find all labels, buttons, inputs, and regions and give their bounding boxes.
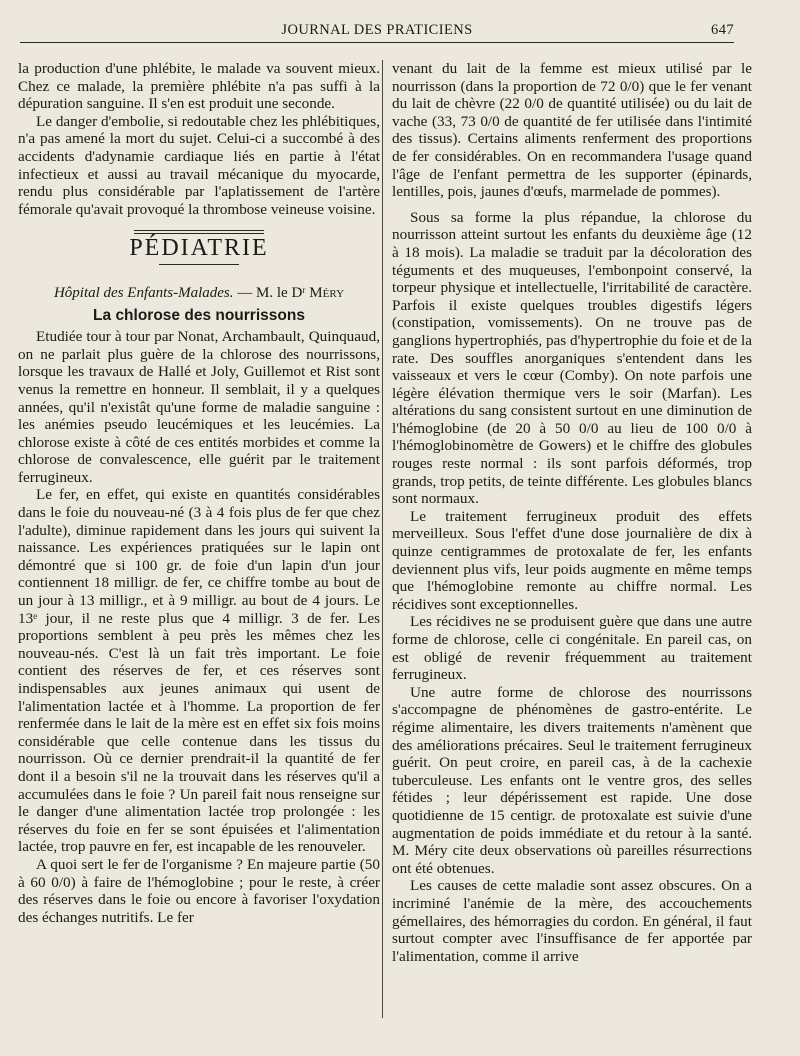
article-title: La chlorose des nourrissons: [93, 306, 305, 324]
paragraph: Les récidives ne se produisent guère que dans une autre forme de chlorose, celle ci congénitale. En pareil cas, on est obligé de revenir fréquemment au traitement ferrugineux.: [392, 613, 752, 684]
section-divider: [134, 230, 264, 234]
paragraph: A quoi sert le fer de l'organisme ? En majeure partie (50 à 60 0/0) à faire de l'hémoglobine ; pour le reste, à créer des réserves dans le foie ou encore à favoriser l'oxydation des échanges nutritifs. Le fer: [18, 855, 380, 926]
hospital-byline: [18, 285, 380, 303]
paragraph: venant du lait de la femme est mieux utilisé par le nourrisson (dans la proportion de 72 0/0) que le fer venant du lait de chèvre (22 0/0 de quantité utilisée) ou du lait de vache (33, 73 0/0 de quantité de fer utilisée dans l'intimité des tissus). Certains aliments renferment des proportions de fer considérables. On en recommandera l'usage quand l'âge de l'enfant permettra de les supporter (épinards, lentilles, pois, jaunes d'œufs, marmelade de pommes).: [392, 60, 752, 201]
byline-doctor-prefix: — M. le Dʳ: [233, 284, 310, 301]
journal-title: JOURNAL DES PRATICIENS: [281, 22, 473, 38]
paragraph: la production d'une phlébite, le malade va souvent mieux. Chez ce malade, la première phlébite n'a pas suffi à la dépuration sanguine. Il s'en est produit une seconde.: [18, 60, 380, 113]
right-column: [392, 60, 752, 965]
paragraph: Le traitement ferrugineux produit des effets merveilleux. Sous l'effet d'une dose journalière de dix à quinze centigrammes de protoxalate de fer, les enfants deviennent plus vifs, leur poids augmente en même temps que l'hémoglobine remonte au chiffre normal. Les récidives sont exceptionnelles.: [392, 507, 752, 613]
paragraph: Les causes de cette maladie sont assez obscures. On a incriminé l'anémie de la mère, des accouchements gémellaires, des hémorragies du cordon. En général, il faut surtout compter avec l'insuffisance de fer apportée par l'alimentation, comme il arrive: [392, 877, 752, 965]
paragraph: Sous sa forme la plus répandue, la chlorose du nourrisson atteint surtout les enfants du deuxième âge (12 à 18 mois). La maladie se traduit par la décoloration des téguments et des muqueuses, l'embonpoint conservé, la torpeur physique et intellectuelle, l'irritabilité de caractère. Parfois il existe quelques troubles digestifs légers (constipation, vomissements). On ne trouve pas de ganglions hypertrophiés, pas d'hypertrophie du foie et de la rate. Des souffles anorganiques s'entendent dans les vaisseaux et vers le cœur (Comby). On note parfois une légère élévation thermique vers le soir (Marfan). Les altérations du sang consistent surtout en une diminution de l'hémoglobine (de 20 à 50 0/0 au lieu de 100 0/0 à l'hémoglobinomètre de Gowers) et le chiffre des globules rouges reste normal : ils sont parfois déformés, trop grands, trop petits, de teinte différente. Les globules blancs sont normaux.: [392, 208, 752, 508]
paragraph: Etudiée tour à tour par Nonat, Archambault, Quinquaud, on ne parlait plus guère de la chlorose des nourrissons, lorsque les travaux de Hallé et Joly, Guillemot et Rist sont venus la remettre en honneur. Il semblait, il y a quelques années, qu'il n'existât qu'une forme de maladie sanguine : les anémies pseudo leucémiques et les leucémies. La chlorose existe à côté de ces entités morbides et comme la chlorose de convalescence, elle guérit par le traitement ferrugineux.: [18, 328, 380, 486]
running-header: [20, 20, 734, 43]
paragraph: Une autre forme de chlorose des nourrissons s'accompagne de phénomènes de gastro-entérite. Le régime alimentaire, les divers traitements n'amènent que des améliorations précaires. Seul le traitement ferrugineux guérit. On peut croire, en pareil cas, à de la cachexie tuberculeuse. Les enfants ont le ventre gros, des selles fétides ; leur dépérissement est rapide. Une dose quotidienne de 15 centigr. de protoxalate est suivie d'une augmentation de poids immédiate et du retour à la santé. M. Méry cite deux observations où pareilles résurrections ont été obtenues.: [392, 683, 752, 877]
page-number: 647: [711, 22, 734, 38]
paragraph: Le danger d'embolie, si redoutable chez les phlébitiques, n'a pas amené la mort du sujet. Celui-ci a succombé à des accidents d'adynamie cardiaque liés en partie à l'état infectieux et aussi au travail mécanique du myocarde, rendu plus considérable par l'aplatissement de l'artère fémorale qu'avait provoqué la thrombose veineuse voisine.: [18, 112, 380, 218]
hospital-name: Hôpital des Enfants-Malades.: [53, 284, 234, 301]
doctor-name: Méry: [309, 284, 345, 301]
paragraph: Le fer, en effet, qui existe en quantités considérables dans le foie du nouveau-né (3 à 4 fois plus de fer que chez l'adulte), diminue rapidement dans les jours qui suivent la naissance. Les expériences pratiquées sur le lapin ont démontré que si 100 gr. de foie d'un lapin d'un jour contiennent 18 milligr. de fer, ce chiffre tombe au bout de un jour à 13 milligr., et à 9 milligr. au bout de 4 jours. Le 13ᵉ jour, il ne reste plus que 4 milligr. 3 de fer. Les proportions semblent à peu près les mêmes chez les nouveau-nés. C'est là un fait très important. Le foie contient des réserves de fer, et ces réserves sont indispensables aux jeunes animaux qui usent de l'alimentation lactée et à l'homme. La proportion de fer renfermée dans le lait de la mère est en effet six fois moins considérable que celle contenue dans les tissus du nourrisson. Où ce dernier prendrait-il la quantité de fer dont il a besoin s'il ne la trouvait dans les réserves qu'il a accumulées dans le foie ? Un pareil fait nous renseigne sur le danger d'une alimentation lactée trop prolongée : les réserves du foie en fer se sont épuisées et l'alimentation lactée, trop pauvre en fer, est incapable de les renouveler.: [18, 486, 380, 856]
section-title: PÉDIATRIE: [129, 235, 269, 262]
column-rule: [382, 60, 383, 1018]
left-column: [18, 60, 380, 926]
section-underline: [159, 264, 239, 265]
